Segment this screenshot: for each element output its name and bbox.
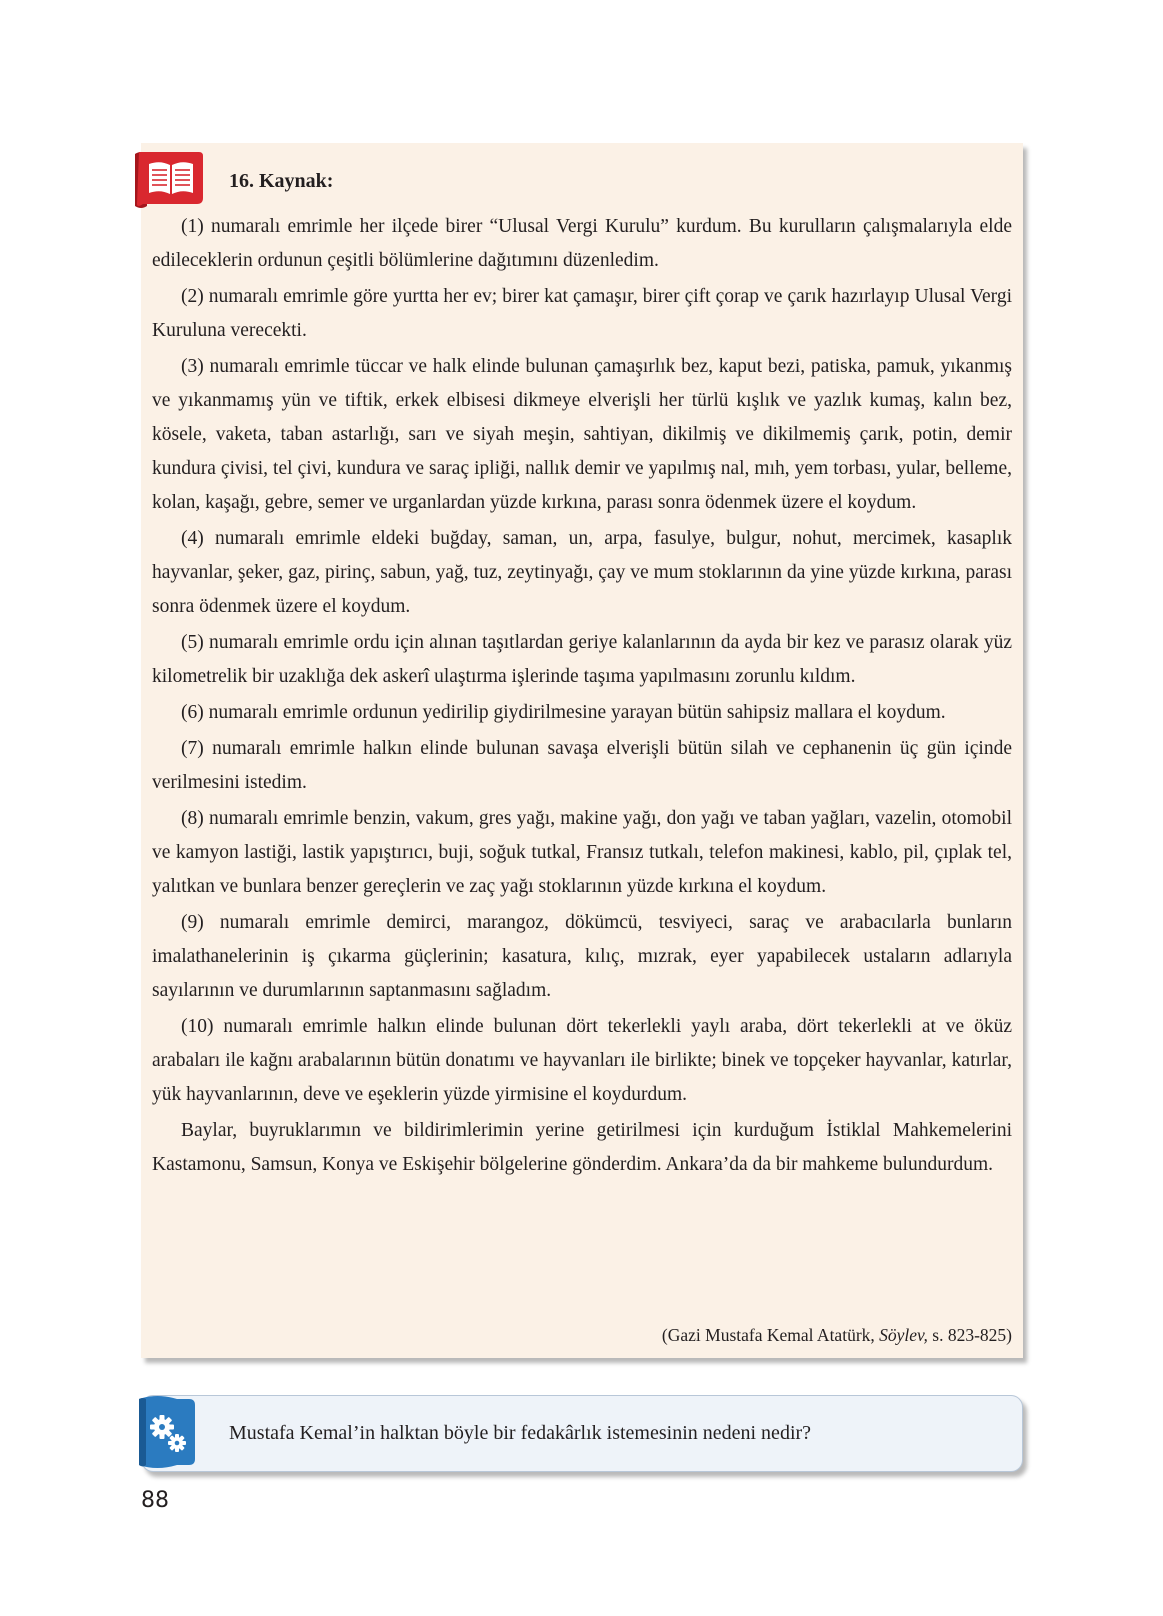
question-text: Mustafa Kemal’in halktan böyle bir fedakârlık istemesinin nedeni nedir? xyxy=(229,1422,812,1444)
citation-suffix: s. 823-825) xyxy=(927,1325,1012,1345)
source-paragraph: (1) numaralı emrimle her ilçede birer “Ulusal Vergi Kurulu” kurdum. Bu kurulların çalışmalarıyla elde edileceklerin ordunun çeşitli bölümlerine dağıtımını düzenledim. xyxy=(152,216,1012,271)
source-paragraph: (10) numaralı emrimle halkın elinde bulunan dört tekerlekli yaylı araba, dört tekerlekli at ve öküz arabaları ile kağnı arabalarının bütün donatımı ve hayvanları ile birlikte; binek ve topçeker hayvanlar, katırlar, yük hayvanlarının, deve ve eşeklerin yüzde yirmisine el koydurdum. xyxy=(152,1016,1012,1105)
source-paragraph: (5) numaralı emrimle ordu için alınan taşıtlardan geriye kalanlarının da ayda bir kez ve parasız olarak yüz kilometrelik bir uzaklığa dek askerî ulaştırma işlerinde taşıma yapılmasını zorunlu kıldım. xyxy=(152,632,1012,687)
source-paragraph: (3) numaralı emrimle tüccar ve halk elinde bulunan çamaşırlık bez, kaput bezi, patiska, pamuk, yıkanmış ve yıkanmamış yün ve tiftik, erkek elbisesi dikmeye elverişli her türlü kışlık ve yazlık kumaş, kalın bez, kösele, vaketa, taban astarlığı, sarı ve siyah meşin, sahtiyan, dikilmiş ve dikilmemiş çarık, potin, demir kundura çivisi, tel çivi, kundura ve saraç ipliği, nallık demir ve yapılmış nal, mıh, yem torbası, yular, belleme, kolan, kaşağı, gebre, semer ve urganlardan yüzde kırkına, parası sonra ödenmek üzere el koydum. xyxy=(152,356,1012,513)
citation-prefix: (Gazi Mustafa Kemal Atatürk, xyxy=(661,1325,880,1345)
source-paragraph: (9) numaralı emrimle demirci, marangoz, dökümcü, tesviyeci, saraç ve arabacılarla bunların imalathanelerinin iş çıkarma güçlerinin; kasatura, kılıç, mızrak, eyer yapabilecek ustaların adlarıyla sayılarının ve durumlarının saptanmasını sağladım. xyxy=(152,912,1012,1001)
source-paragraph: (7) numaralı emrimle halkın elinde bulunan savaşa elverişli bütün silah ve cephanenin üç gün içinde verilmesini istedim. xyxy=(152,738,1012,793)
citation-book-title: Söylev, xyxy=(879,1325,928,1345)
source-title: 16. Kaynak: xyxy=(229,170,334,192)
source-body xyxy=(152,210,1012,1184)
page-number: 88 xyxy=(141,1488,169,1513)
source-paragraph: (4) numaralı emrimle eldeki buğday, saman, un, arpa, fasulye, bulgur, nohut, mercimek, kasaplık hayvanlar, şeker, gaz, pirinç, sabun, yağ, tuz, zeytinyağı, çay ve mum stoklarının da yine yüzde kırkına, parası sonra ödenmek üzere el koydum. xyxy=(152,528,1012,617)
source-paragraph: Baylar, buyruklarımın ve bildirimlerimin yerine getirilmesi için kurduğum İstiklal Mahkemelerini Kastamonu, Samsun, Konya ve Eskişehir bölgelerine gönderdim. Ankara’da da bir mahkeme bulundurdum. xyxy=(152,1120,1012,1175)
gears-icon xyxy=(137,1395,199,1470)
source-paragraph: (8) numaralı emrimle benzin, vakum, gres yağı, makine yağı, don yağı ve taban yağları, vazelin, otomobil ve kamyon lastiği, lastik yapıştırıcı, buji, soğuk tutkal, Fransız tutkalı, telefon makinesi, kablo, pil, çıplak tel, yalıtkan ve bunlara benzer gereçlerin ve zaç yağı stoklarının yüzde kırkına el koydum. xyxy=(152,808,1012,897)
source-citation xyxy=(152,1325,1012,1346)
open-book-icon xyxy=(133,148,203,210)
source-paragraph: (2) numaralı emrimle göre yurtta her ev; birer kat çamaşır, birer çift çorap ve çarık hazırlayıp Ulusal Vergi Kuruluna verecekti. xyxy=(152,286,1012,341)
source-paragraph: (6) numaralı emrimle ordunun yedirilip giydirilmesine yarayan bütün sahipsiz mallara el koydum. xyxy=(181,702,946,723)
